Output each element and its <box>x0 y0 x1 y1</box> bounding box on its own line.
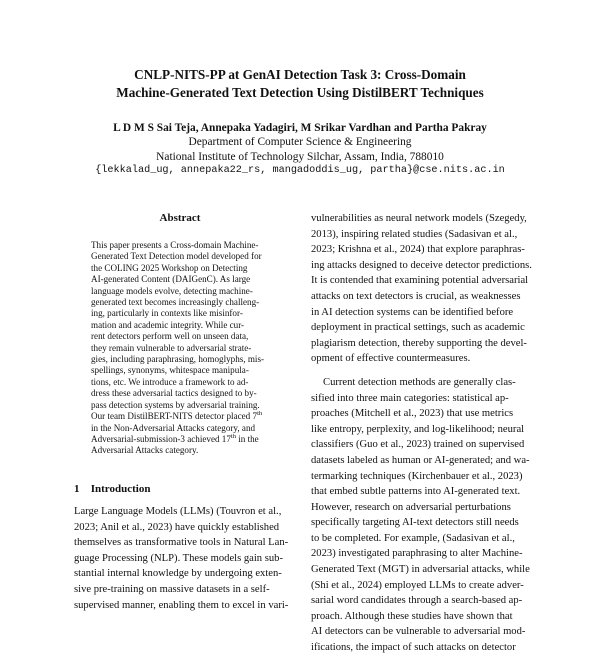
abstract-line <box>91 434 275 445</box>
abstract-line: the COLING 2025 Workshop on Detecting <box>91 262 248 273</box>
body-line: classifiers (Guo et al., 2023) trained on supervised <box>311 439 525 451</box>
body-line: to be completed. For example, (Sadasivan et al., <box>311 532 515 544</box>
abstract-line: ing, particularly in contexts like misinfor- <box>91 308 243 319</box>
affiliation-institute: National Institute of Technology Silchar, Assam, India, 788010 <box>156 151 444 163</box>
body-line: termarking techniques (Kirchenbauer et al., 2023) <box>311 470 523 482</box>
ordinal-suffix: th <box>230 433 236 440</box>
abstract-line <box>91 411 275 422</box>
paragraph-gap <box>311 367 535 375</box>
body-line: Current detection methods are generally clas- <box>323 376 516 388</box>
abstract-line: gies, including paraphrasing, homoglyphs, mis- <box>91 354 265 365</box>
introduction-body <box>74 504 296 613</box>
body-line: ing attacks designed to deceive detector predictions. <box>311 259 532 271</box>
body-line: in AI detection systems can be identified before <box>311 306 514 318</box>
abstract-line: tions, etc. We introduce a framework to ad- <box>91 376 249 387</box>
body-line: opment of effective countermeasures. <box>311 353 471 365</box>
body-line: like entropy, perplexity, and log-likelihood; neural <box>311 423 525 435</box>
paper-title-line-2: Machine-Generated Text Detection Using DistilBERT Techniques <box>116 85 484 100</box>
intro-line: themselves as transformative tools in Natural Lan- <box>74 537 289 549</box>
abstract-line: dress these adversarial tactics designed to by- <box>91 388 257 399</box>
author-list: L D M S Sai Teja, Annepaka Yadagiri, M Srikar Vardhan and Partha Pakray <box>113 122 487 134</box>
paper-title-line-1: CNLP-NITS-PP at GenAI Detection Task 3: Cross-Domain <box>134 67 466 82</box>
abstract-line: they remain vulnerable to adversarial strate- <box>91 342 252 353</box>
body-line: attacks on text detectors is crucial, as weaknesses <box>311 290 521 302</box>
abstract-line: This paper presents a Cross-domain Machine- <box>91 240 259 250</box>
section-title: Introduction <box>90 483 151 495</box>
intro-line: stantial internal knowledge by undergoing exten- <box>74 568 282 580</box>
intro-line: Large Language Models (LLMs) (Touvron et al., <box>74 506 282 517</box>
body-line: 2023; Krishna et al., 2024) that explore paraphras- <box>311 244 525 256</box>
body-line: Generated Text (MGT) in adversarial attacks, while <box>311 564 530 576</box>
body-line: 2013), inspiring related studies (Sadasivan et al., <box>311 228 518 240</box>
section-number: 1 <box>74 483 80 495</box>
intro-line: sive pre-training on massive datasets in a self- <box>74 583 270 595</box>
body-line: However, research on adversarial perturbations <box>311 501 511 513</box>
abstract-line-text: Our team DistilBERT-NITS detector placed 7 <box>91 411 258 422</box>
body-line: ifications, the impact of such attacks on detector <box>311 642 516 654</box>
abstract-line: spellings, synonyms, whitespace manipula- <box>91 365 249 376</box>
abstract-line-tail: in the <box>235 433 259 444</box>
body-line: It is contended that examining potential adversarial <box>311 275 529 287</box>
body-line: specifically targeting AI-text detectors still needs <box>311 517 519 529</box>
abstract-line: Adversarial Attacks category. <box>91 445 199 456</box>
body-line: vulnerabilities as neural network models (Szegedy, <box>311 213 527 224</box>
intro-line: supervised manner, enabling them to excel in vari- <box>74 599 289 611</box>
abstract-line-text: Adversarial-submission-3 achieved 17 <box>91 433 231 444</box>
body-line: 2023) investigated paraphrasing to alter Machine- <box>311 548 523 560</box>
abstract-line: language models evolve, detecting machine- <box>91 285 253 296</box>
intro-line: 2023; Anil et al., 2023) have quickly established <box>74 521 280 533</box>
body-line: datasets labeled as human or AI-generated; and wa- <box>311 454 530 466</box>
body-line: that embed subtle patterns into AI-generated text. <box>311 486 521 498</box>
abstract-line: generated text becomes increasingly challeng- <box>91 297 260 308</box>
section-heading-introduction <box>74 483 294 495</box>
right-column-body <box>311 211 535 656</box>
abstract-line: mation and academic integrity. While cur- <box>91 319 245 330</box>
abstract-line: pass detection systems by adversarial training. <box>91 399 260 410</box>
abstract-line: in the Non-Adversarial Attacks category, and <box>91 422 256 433</box>
body-line: sified into three main categories: statistical ap- <box>311 392 509 404</box>
abstract-body <box>91 240 275 457</box>
abstract-line: rent detectors perform well on unseen data, <box>91 331 249 342</box>
body-line: plagiarism detection, thereby supporting the devel- <box>311 337 527 349</box>
author-emails: {lekkalad_ug, annepaka22_rs, mangadoddis_ug, partha}@cse.nits.ac.in <box>95 165 505 176</box>
body-line: proach. Although these studies have shown that <box>311 610 513 622</box>
body-line: deployment in practical settings, such as academic <box>311 322 525 334</box>
abstract-line: Generated Text Detection model developed for <box>91 251 262 262</box>
abstract-heading: Abstract <box>159 212 201 224</box>
body-line: sarial word candidates through a search-based ap- <box>311 595 523 607</box>
body-line: AI detectors can be vulnerable to adversarial mod- <box>311 626 526 638</box>
body-line: proaches (Mitchell et al., 2023) that use metrics <box>311 408 514 420</box>
body-line: (Shi et al., 2024) employed LLMs to create adver- <box>311 579 524 591</box>
affiliation-department: Department of Computer Science & Engineering <box>188 136 412 148</box>
intro-line: guage Processing (NLP). These models gain sub- <box>74 552 283 564</box>
ordinal-suffix: th <box>257 411 263 418</box>
abstract-line: AI-generated Content (DAIGenC). As large <box>91 274 251 285</box>
